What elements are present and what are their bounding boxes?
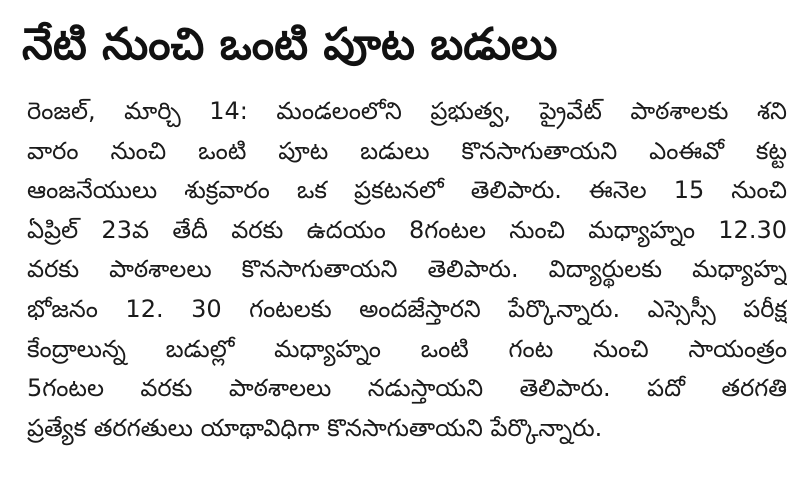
article-body-line: ఏప్రిల్ 23వ తేదీ వరకు ఉదయం 8గంటల నుంచి మధ్యాహ్నం 12.30 bbox=[27, 215, 787, 244]
article-body-line: కేంద్రాలున్న బడుల్లో మధ్యాహ్నం ఒంటి గంట నుంచి సాయంత్రం bbox=[27, 334, 787, 363]
article-headline: నేటి నుంచి ఒంటి పూట బడులు bbox=[22, 19, 558, 70]
article-body-line: రెంజల్, మార్చి 14: మండలంలోని ప్రభుత్వ, ప్రైవేట్ పాఠశాలకు శని bbox=[27, 97, 787, 125]
article-body-line: ప్రత్యేక తరగతులు యాథావిధిగా కొనసాగుతాయని పేర్కొన్నారు. bbox=[27, 413, 603, 442]
article-body-line: భోజనం 12. 30 గంటలకు అందజేస్తారని పేర్కొన్నారు. ఎస్సెస్సీ పరీక్ష bbox=[27, 294, 787, 323]
article-body bbox=[27, 92, 787, 448]
article-body-line: 5గంటల వరకు పాఠశాలలు నడుస్తాయని తెలిపారు. పదో తరగతి bbox=[27, 374, 787, 403]
article-body-line: వరకు పాఠశాలలు కొనసాగుతాయని తెలిపారు. విద్యార్థులకు మధ్యాహ్న bbox=[27, 255, 787, 284]
article-body-line: వారం నుంచి ఒంటి పూట బడులు కొనసాగుతాయని ఎంఈవో కట్ట bbox=[27, 136, 787, 165]
article-body-line: ఆంజనేయులు శుక్రవారం ఒక ప్రకటనలో తెలిపారు. ఈనెల 15 నుంచి bbox=[27, 176, 787, 205]
